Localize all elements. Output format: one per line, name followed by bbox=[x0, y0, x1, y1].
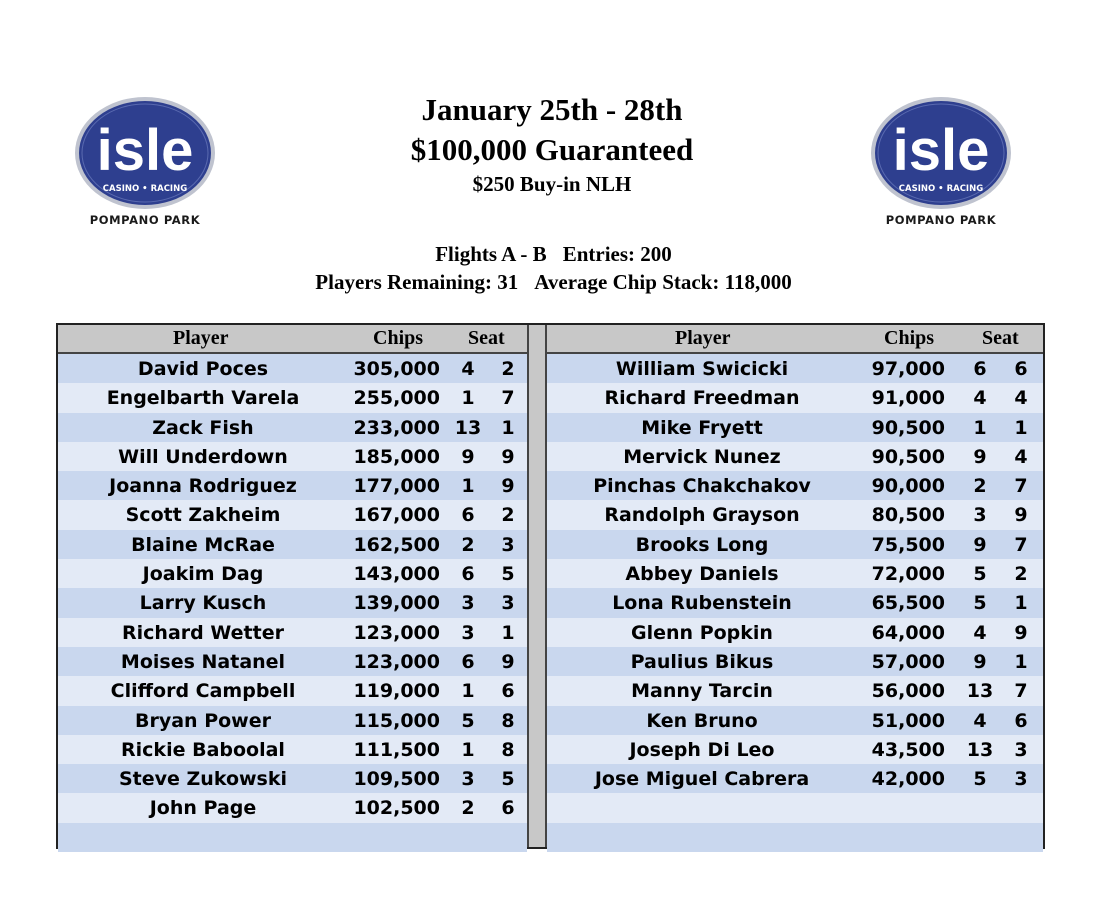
player-name: Blaine McRae bbox=[131, 533, 275, 556]
table-header bbox=[547, 325, 1043, 354]
chip-count-table bbox=[56, 323, 1045, 849]
chip-count: 111,500 bbox=[353, 738, 440, 761]
seat-number: 9 bbox=[501, 475, 515, 498]
table-row bbox=[58, 383, 527, 412]
chip-count: 167,000 bbox=[353, 504, 440, 527]
player-name: Brooks Long bbox=[635, 533, 769, 556]
seat-number: 9 bbox=[1014, 504, 1028, 527]
player-name: Larry Kusch bbox=[139, 592, 267, 615]
table-row bbox=[547, 823, 1043, 852]
player-name: Paulius Bikus bbox=[630, 650, 774, 673]
table-row bbox=[547, 413, 1043, 442]
table-number: 3 bbox=[461, 768, 475, 791]
seat-number: 9 bbox=[1014, 621, 1028, 644]
player-name: Abbey Daniels bbox=[625, 563, 779, 586]
header-chips: Chips bbox=[373, 327, 424, 349]
right-table-body bbox=[547, 354, 1043, 852]
table-number: 9 bbox=[973, 533, 987, 556]
table-row bbox=[547, 588, 1043, 617]
logo-caption: POMPANO PARK bbox=[885, 213, 997, 227]
tournament-info bbox=[0, 240, 1107, 296]
chip-count: 90,000 bbox=[871, 475, 945, 498]
table-number: 4 bbox=[973, 621, 987, 644]
table-number: 6 bbox=[973, 358, 987, 380]
chip-count: 177,000 bbox=[353, 475, 440, 498]
table-number: 13 bbox=[454, 416, 482, 439]
players-remaining: Players Remaining: 31 bbox=[315, 270, 519, 294]
chip-count: 90,500 bbox=[871, 416, 945, 439]
chip-count: 115,000 bbox=[353, 709, 440, 732]
table-number: 2 bbox=[461, 533, 475, 556]
table-number: 3 bbox=[461, 592, 475, 615]
seat-number: 2 bbox=[501, 504, 515, 527]
chip-count: 42,000 bbox=[871, 768, 945, 791]
seat-number: 7 bbox=[1014, 533, 1028, 556]
isle-logo-left bbox=[70, 96, 220, 230]
chip-count: 123,000 bbox=[353, 621, 440, 644]
entries-label: Entries: 200 bbox=[562, 242, 672, 266]
player-name: Randolph Grayson bbox=[604, 504, 800, 527]
table-row bbox=[58, 823, 527, 852]
table-row bbox=[58, 559, 527, 588]
table-number: 6 bbox=[461, 504, 475, 527]
chip-count: 72,000 bbox=[871, 563, 945, 586]
seat-number: 9 bbox=[501, 650, 515, 673]
table-row bbox=[58, 442, 527, 471]
header-seat: Seat bbox=[982, 327, 1019, 349]
table-row bbox=[547, 793, 1043, 822]
chip-count: 90,500 bbox=[871, 445, 945, 468]
player-name: David Poces bbox=[137, 358, 269, 380]
player-name: Clifford Campbell bbox=[110, 680, 296, 703]
chip-count: 162,500 bbox=[353, 533, 440, 556]
table-number: 13 bbox=[966, 738, 994, 761]
seat-number: 6 bbox=[1014, 709, 1028, 732]
chip-count: 64,000 bbox=[871, 621, 945, 644]
table-row bbox=[58, 354, 527, 383]
table-row bbox=[547, 530, 1043, 559]
seat-number: 4 bbox=[1014, 387, 1028, 410]
table-row bbox=[547, 559, 1043, 588]
table-row bbox=[58, 706, 527, 735]
player-name: Scott Zakheim bbox=[125, 504, 281, 527]
table-number: 1 bbox=[461, 738, 475, 761]
table-row bbox=[547, 442, 1043, 471]
table-number: 2 bbox=[461, 797, 475, 820]
chip-count: 102,500 bbox=[353, 797, 440, 820]
player-name: Richard Wetter bbox=[122, 621, 284, 644]
seat-number: 3 bbox=[1014, 738, 1028, 761]
seat-number: 6 bbox=[1014, 358, 1028, 380]
table-number: 5 bbox=[973, 563, 987, 586]
table-number: 1 bbox=[973, 416, 987, 439]
table-row bbox=[58, 676, 527, 705]
table-row bbox=[547, 764, 1043, 793]
logo-wordmark: isle bbox=[892, 118, 990, 183]
left-column bbox=[58, 325, 527, 852]
player-name: Engelbarth Varela bbox=[106, 387, 300, 410]
table-number: 5 bbox=[461, 709, 475, 732]
chip-count: 43,500 bbox=[871, 738, 945, 761]
chip-count: 75,500 bbox=[871, 533, 945, 556]
table-number: 1 bbox=[461, 475, 475, 498]
player-name: John Page bbox=[149, 797, 257, 820]
table-number: 9 bbox=[973, 445, 987, 468]
table-row bbox=[547, 471, 1043, 500]
table-row bbox=[58, 500, 527, 529]
flights-label: Flights A - B bbox=[435, 242, 547, 266]
seat-number: 8 bbox=[501, 709, 515, 732]
table-row bbox=[547, 383, 1043, 412]
seat-number: 1 bbox=[1014, 592, 1028, 615]
table-number: 13 bbox=[966, 680, 994, 703]
table-row bbox=[547, 618, 1043, 647]
seat-number: 7 bbox=[1014, 680, 1028, 703]
chip-count: 91,000 bbox=[871, 387, 945, 410]
chip-count: 80,500 bbox=[871, 504, 945, 527]
seat-number: 1 bbox=[501, 621, 515, 644]
seat-number: 7 bbox=[1014, 475, 1028, 498]
logo-subline: CASINO • RACING bbox=[898, 184, 984, 194]
chip-count: 56,000 bbox=[871, 680, 945, 703]
seat-number: 3 bbox=[501, 533, 515, 556]
table-number: 5 bbox=[973, 592, 987, 615]
isle-logo-right bbox=[866, 96, 1016, 230]
header-chips: Chips bbox=[884, 327, 935, 349]
chip-count: 233,000 bbox=[353, 416, 440, 439]
player-name: Zack Fish bbox=[152, 416, 254, 439]
seat-number: 5 bbox=[501, 768, 515, 791]
seat-number: 3 bbox=[501, 592, 515, 615]
seat-number: 3 bbox=[1014, 768, 1028, 791]
table-row bbox=[547, 500, 1043, 529]
table-number: 1 bbox=[461, 680, 475, 703]
player-name: Rickie Baboolal bbox=[121, 738, 285, 761]
table-row bbox=[58, 764, 527, 793]
chip-count: 185,000 bbox=[353, 445, 440, 468]
table-number: 4 bbox=[461, 358, 475, 380]
table-row bbox=[547, 354, 1043, 383]
table-header bbox=[58, 325, 527, 354]
seat-number: 9 bbox=[501, 445, 515, 468]
table-number: 3 bbox=[973, 504, 987, 527]
seat-number: 1 bbox=[1014, 416, 1028, 439]
table-number: 6 bbox=[461, 650, 475, 673]
player-name: Lona Rubenstein bbox=[612, 592, 792, 615]
table-row bbox=[547, 676, 1043, 705]
player-name: William Swicicki bbox=[615, 358, 789, 380]
player-name: Will Underdown bbox=[118, 445, 288, 468]
player-name: Steve Zukowski bbox=[118, 768, 288, 791]
table-row bbox=[58, 471, 527, 500]
chip-count: 119,000 bbox=[353, 680, 440, 703]
tournament-guarantee: $100,000 Guaranteed bbox=[410, 132, 694, 167]
chip-count: 65,500 bbox=[871, 592, 945, 615]
player-name: Joanna Rodriguez bbox=[109, 475, 297, 498]
chip-count: 97,000 bbox=[871, 358, 945, 380]
header-player: Player bbox=[173, 327, 229, 349]
chip-count: 305,000 bbox=[353, 358, 440, 380]
chip-count: 255,000 bbox=[353, 387, 440, 410]
seat-number: 1 bbox=[1014, 650, 1028, 673]
table-row bbox=[58, 793, 527, 822]
table-number: 9 bbox=[461, 445, 475, 468]
table-row bbox=[58, 588, 527, 617]
isle-logo-badge bbox=[70, 96, 220, 211]
chip-count: 109,500 bbox=[353, 768, 440, 791]
header-seat: Seat bbox=[468, 327, 505, 349]
player-name: Mervick Nunez bbox=[623, 445, 781, 468]
tournament-dates: January 25th - 28th bbox=[421, 92, 683, 127]
tournament-header bbox=[250, 90, 854, 198]
tournament-buyin: $250 Buy-in NLH bbox=[472, 172, 632, 196]
player-name: Manny Tarcin bbox=[631, 680, 773, 703]
table-number: 6 bbox=[461, 563, 475, 586]
chip-count: 57,000 bbox=[871, 650, 945, 673]
seat-number: 2 bbox=[501, 358, 515, 380]
player-name: Joseph Di Leo bbox=[629, 738, 775, 761]
player-name: Moises Natanel bbox=[120, 650, 286, 673]
player-name: Mike Fryett bbox=[641, 416, 763, 439]
average-chip-stack: Average Chip Stack: 118,000 bbox=[534, 270, 792, 294]
player-name: Jose Miguel Cabrera bbox=[594, 768, 810, 791]
seat-number: 6 bbox=[501, 797, 515, 820]
seat-number: 6 bbox=[501, 680, 515, 703]
table-number: 4 bbox=[973, 387, 987, 410]
table-number: 9 bbox=[973, 650, 987, 673]
player-name: Bryan Power bbox=[135, 709, 271, 732]
logo-wordmark: isle bbox=[96, 118, 194, 183]
player-name: Joakim Dag bbox=[142, 563, 264, 586]
table-row bbox=[547, 735, 1043, 764]
right-column bbox=[547, 325, 1043, 852]
seat-number: 8 bbox=[501, 738, 515, 761]
chip-count: 51,000 bbox=[871, 709, 945, 732]
table-row bbox=[58, 618, 527, 647]
logo-caption: POMPANO PARK bbox=[89, 213, 201, 227]
chip-count: 123,000 bbox=[353, 650, 440, 673]
table-row bbox=[547, 647, 1043, 676]
table-number: 2 bbox=[973, 475, 987, 498]
table-row bbox=[58, 530, 527, 559]
chip-count: 139,000 bbox=[353, 592, 440, 615]
table-row bbox=[58, 413, 527, 442]
logo-subline: CASINO • RACING bbox=[102, 184, 188, 194]
table-number: 3 bbox=[461, 621, 475, 644]
player-name: Ken Bruno bbox=[646, 709, 758, 732]
table-row bbox=[547, 706, 1043, 735]
player-name: Pinchas Chakchakov bbox=[593, 475, 811, 498]
seat-number: 7 bbox=[501, 387, 515, 410]
header-player: Player bbox=[675, 327, 731, 349]
column-divider bbox=[527, 325, 547, 847]
player-name: Richard Freedman bbox=[604, 387, 800, 410]
chip-count: 143,000 bbox=[353, 563, 440, 586]
table-number: 4 bbox=[973, 709, 987, 732]
left-table-body bbox=[58, 354, 527, 852]
seat-number: 2 bbox=[1014, 563, 1028, 586]
table-number: 1 bbox=[461, 387, 475, 410]
seat-number: 1 bbox=[501, 416, 515, 439]
table-number: 5 bbox=[973, 768, 987, 791]
isle-logo-badge bbox=[866, 96, 1016, 211]
seat-number: 5 bbox=[501, 563, 515, 586]
table-row bbox=[58, 647, 527, 676]
player-name: Glenn Popkin bbox=[631, 621, 773, 644]
table-row bbox=[58, 735, 527, 764]
seat-number: 4 bbox=[1014, 445, 1028, 468]
